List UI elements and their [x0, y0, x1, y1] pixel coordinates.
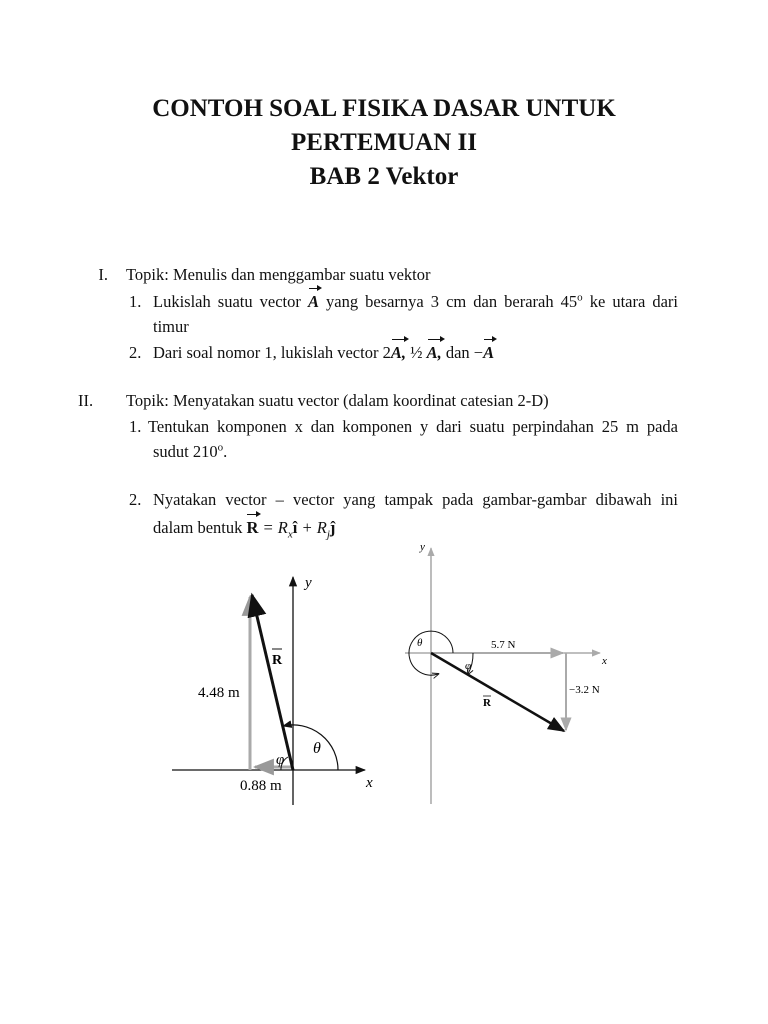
- page-title-line3: BAB 2 Vektor: [309, 163, 459, 190]
- s1-q1-number: 1.: [129, 292, 142, 311]
- phi-label-right: φ: [465, 660, 472, 672]
- s2-q1-text: Tentukan komponen x dan komponen y dari suatu perpindahan 25 m pada: [148, 417, 678, 436]
- s2-q2-equation-line: [153, 517, 335, 539]
- y-axis-label-right: y: [420, 541, 425, 553]
- x-axis-label-right: x: [602, 655, 607, 667]
- s1-q1-text: [153, 291, 678, 313]
- s1-q2-text: [153, 342, 494, 364]
- s1-q2-part-c: dan −: [441, 343, 484, 362]
- y-axis-label-left: y: [305, 575, 312, 591]
- page-title-line1: CONTOH SOAL FISIKA DASAR UNTUK: [152, 95, 616, 122]
- subscript-x: x: [287, 528, 293, 541]
- s2-q1-part-c: .: [223, 442, 228, 461]
- vector-a-symbol: A: [307, 292, 319, 311]
- vector-r-right: [431, 653, 564, 731]
- equation-ry: + R: [297, 518, 327, 537]
- vector-r-label-left: R: [272, 653, 283, 668]
- vector-r-left: [252, 595, 293, 770]
- s1-q2-number: 2.: [129, 343, 142, 362]
- degree-symbol-2: o: [217, 441, 224, 454]
- vector-r-symbol: R: [246, 518, 259, 537]
- s2-q1-part-b: sudut 210: [153, 442, 218, 461]
- s2-q2-number: 2.: [129, 490, 142, 509]
- section2-topic: Topik: Menyatakan suatu vector (dalam koordinat catesian 2-D): [126, 391, 549, 410]
- unit-vector-j: ĵ: [329, 518, 336, 537]
- s1-q1-part-a: Lukislah suatu vector: [153, 292, 308, 311]
- vector-r-label-right: R: [483, 697, 491, 709]
- subscript-j: j: [326, 528, 330, 541]
- y-component-label: 4.48 m: [198, 685, 240, 701]
- section1-numeral: I.: [98, 265, 108, 284]
- section1-topic: Topik: Menulis dan menggambar suatu vektor: [126, 265, 431, 284]
- s2-q1-continuation: [153, 441, 227, 463]
- degree-symbol: o: [577, 291, 583, 304]
- x-component-label-right: 5.7 N: [491, 639, 516, 651]
- unit-vector-i: î: [292, 518, 298, 537]
- x-component-label: 0.88 m: [240, 778, 282, 794]
- theta-label-right: θ: [417, 637, 423, 649]
- phi-label-left: φ: [276, 752, 285, 768]
- s1-q1-part-c: ke utara dari: [582, 292, 679, 311]
- vector-2a-symbol: A,: [390, 343, 406, 362]
- s1-q2-part-a: Dari soal nomor 1, lukislah vector 2: [153, 343, 391, 362]
- vector-diagram-right: [395, 538, 635, 808]
- s1-q1-continuation: timur: [153, 317, 189, 336]
- s1-q1-part-b: yang besarnya 3 cm dan berarah 45: [318, 292, 578, 311]
- s2-q1-number: 1.: [129, 417, 142, 436]
- vector-diagram-left: [160, 565, 400, 815]
- s2-q2-part-b: dalam bentuk: [153, 518, 247, 537]
- section2-numeral: II.: [78, 391, 94, 410]
- y-component-label-right: −3.2 N: [569, 684, 600, 696]
- s2-q2-text: Nyatakan vector – vector yang tampak pada gambar-gambar dibawah ini: [153, 490, 678, 509]
- x-axis-label-left: x: [366, 775, 373, 791]
- page-title-line2: PERTEMUAN II: [291, 129, 477, 156]
- vector-half-a-symbol: A,: [426, 343, 442, 362]
- s1-q2-part-b: ½: [405, 343, 427, 362]
- theta-label-left: θ: [313, 740, 321, 757]
- vector-neg-a-symbol: A: [483, 343, 495, 362]
- equation-rx: = R: [258, 518, 288, 537]
